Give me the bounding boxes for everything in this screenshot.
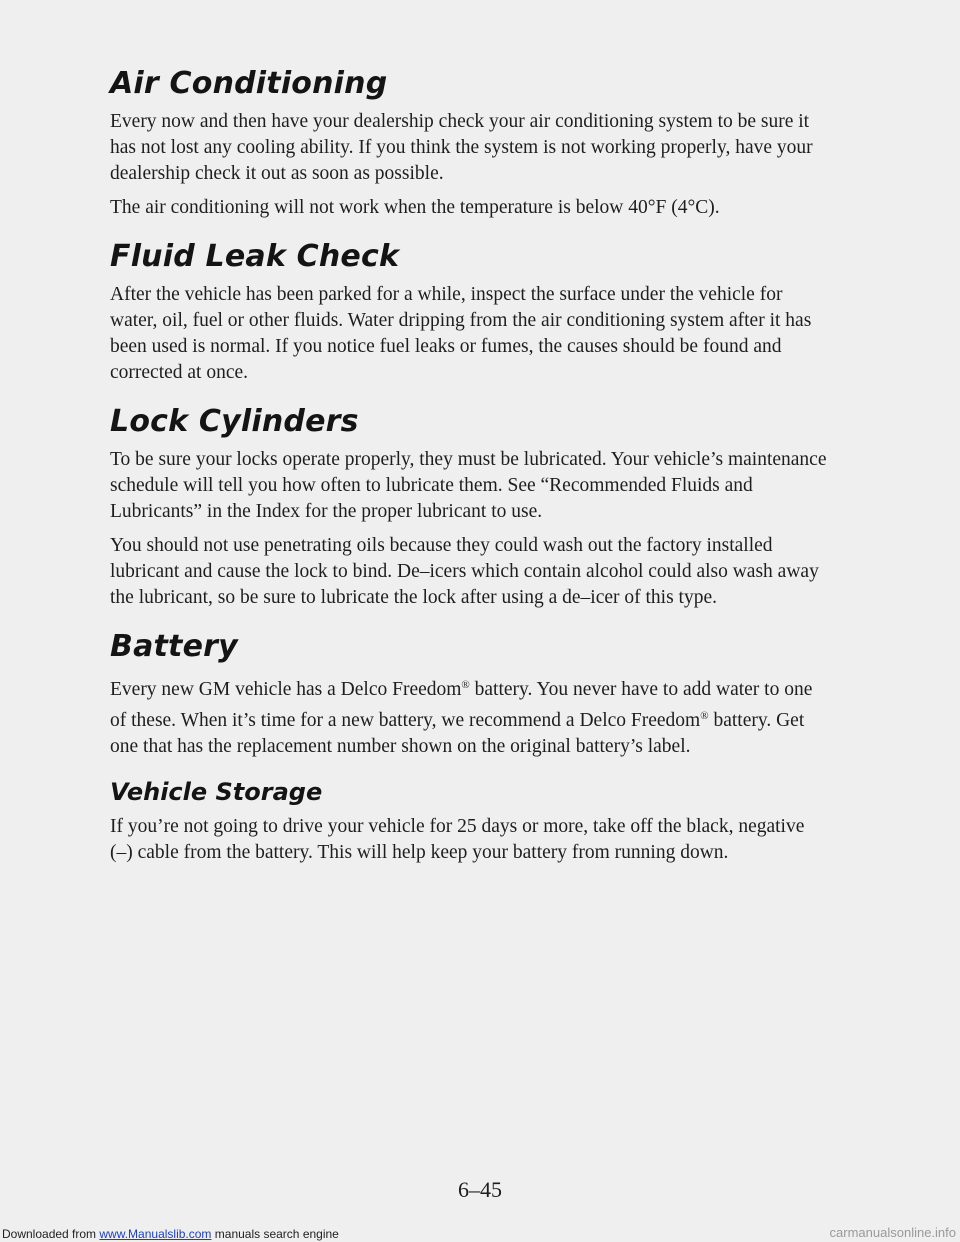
- section-title: Vehicle Storage: [110, 778, 323, 806]
- manualslib-link[interactable]: www.Manualslib.com: [99, 1227, 212, 1241]
- registered-mark: ®: [461, 679, 470, 691]
- paragraph: If you’re not going to drive your vehicle for 25 days or more, take off the black, negative (–) cable from the battery. This will help keep your battery from running down.: [110, 816, 805, 863]
- paragraph: Every now and then have your dealership check your air conditioning system to be sure it has not lost any cooling ability. If you think the system is not working properly, have your dealership check it out as soon as possible.: [110, 111, 813, 184]
- text-run: battery. Get one that has the replacement number shown on the original battery’s label.: [110, 710, 805, 757]
- section-title: Battery: [110, 629, 238, 664]
- footer: [0, 1226, 960, 1242]
- section-title: Lock Cylinders: [110, 404, 359, 439]
- section-title: Air Conditioning: [110, 66, 388, 101]
- section-air-conditioning: [110, 66, 830, 221]
- section-fluid-leak-check: [110, 239, 830, 386]
- paragraph: To be sure your locks operate properly, they must be lubricated. Your vehicle’s maintenance schedule will tell you how often to lubricate them. See “Recommended Fluids and Lubricants” in the Index for the proper lubricant to use.: [110, 449, 827, 522]
- paragraph: [110, 672, 830, 760]
- section-battery: [110, 629, 830, 760]
- section-lock-cylinders: [110, 404, 830, 611]
- registered-mark: ®: [700, 710, 709, 722]
- section-title: Fluid Leak Check: [110, 239, 400, 274]
- page-number: 6–45: [458, 1177, 502, 1202]
- download-notice: [2, 1226, 339, 1242]
- footer-suffix: manuals search engine: [211, 1227, 339, 1241]
- manual-page: [110, 66, 830, 884]
- text-run: battery. You never have to add water to one of these. When it’s time for a new battery, we recommend a Delco Freedom: [110, 679, 813, 731]
- paragraph: After the vehicle has been parked for a while, inspect the surface under the vehicle for water, oil, fuel or other fluids. Water dripping from the air conditioning system after it has been used is normal. If you notice fuel leaks or fumes, the causes should be found and corrected at once.: [110, 284, 812, 383]
- text-run: Every new GM vehicle has a Delco Freedom: [110, 679, 462, 700]
- paragraph: You should not use penetrating oils because they could wash out the factory installed lubricant and cause the lock to bind. De–icers which contain alcohol could also wash away the lubricant, so be sure to lubricate the lock after using a de–icer of this type.: [110, 535, 819, 608]
- paragraph: The air conditioning will not work when the temperature is below 40°F (4°C).: [110, 197, 720, 218]
- section-vehicle-storage: [110, 778, 830, 866]
- watermark: carmanualsonline.info: [829, 1225, 956, 1240]
- footer-prefix: Downloaded from: [2, 1227, 100, 1241]
